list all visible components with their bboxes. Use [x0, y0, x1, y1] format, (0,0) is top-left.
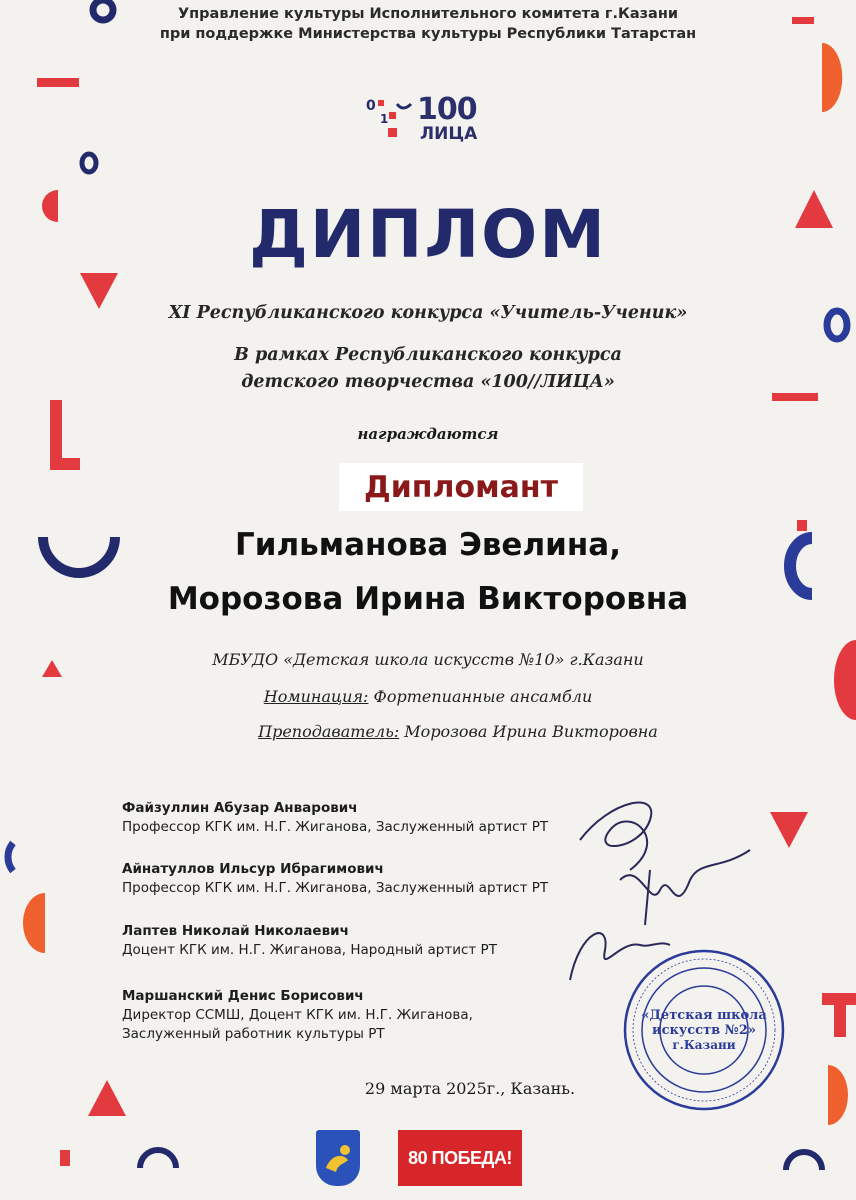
deco-arc-lower-left — [8, 843, 13, 871]
deco-bottom-bar-left — [60, 1150, 70, 1166]
nomination — [0, 687, 856, 706]
deco-halfdisc-topright — [822, 43, 842, 112]
jury-member — [122, 860, 548, 898]
logo-red-square-3 — [388, 128, 397, 137]
deco-bar-right — [772, 393, 818, 401]
contest-frame-line-1: В рамках Республиканского конкурса — [234, 345, 622, 365]
deco-arc-bottom-left — [140, 1150, 176, 1168]
nomination-label: Номинация: — [263, 687, 369, 706]
deco-triangle-down-right — [770, 812, 808, 848]
teacher-label: Преподаватель: — [258, 722, 400, 741]
logo-mark-icon — [365, 96, 421, 146]
awarded-label: награждаются — [357, 425, 499, 443]
issue-date: 29 марта 2025г., Казань. — [364, 1079, 576, 1098]
logo-digit-zero: 0 — [366, 98, 376, 114]
jury-name: Файзуллин Абузар Анварович — [122, 800, 358, 816]
award-badge — [339, 463, 583, 511]
deco-arc-bottom-right — [786, 1152, 822, 1170]
jury-title: Профессор КГК им. Н.Г. Жиганова, Заслуженный артист РТ — [122, 880, 549, 896]
stamp-line-1: «Детская школа — [641, 1008, 767, 1023]
jury-name: Лаптев Николай Николаевич — [122, 923, 349, 939]
diploma-title: ДИПЛОМ — [249, 196, 607, 273]
award-text: Дипломант — [364, 469, 558, 505]
jury-member — [122, 987, 473, 1044]
deco-dash-topleft — [37, 78, 79, 87]
logo-red-square-1 — [378, 100, 384, 106]
jury-name: Айнатуллов Ильсур Ибрагимович — [122, 861, 384, 877]
teacher-value: Морозова Ирина Викторовна — [404, 722, 658, 741]
stamp-line-2: искусств №2» — [651, 1023, 756, 1038]
recipient-name-2: Морозова Ирина Викторовна — [167, 581, 689, 617]
pobeda-80-logo — [398, 1130, 522, 1186]
deco-halfdisc-left-lower — [23, 893, 45, 953]
logo-number: 100 — [417, 92, 477, 127]
contest-frame-line-2: детского творчества «100//ЛИЦА» — [241, 372, 615, 392]
logo-100-lica — [365, 92, 495, 146]
coat-emblem-icon — [316, 1130, 360, 1186]
pobeda-text: 80 ПОБЕДА! — [408, 1147, 512, 1168]
stamp-line-3: г.Казани — [672, 1038, 736, 1052]
jury-title: Директор ССМШ, Доцент КГК им. Н.Г. Жиганова, — [122, 1007, 473, 1023]
nomination-value: Фортепианные ансамбли — [373, 687, 593, 706]
school-name: МБУДО «Детская школа искусств №10» г.Казани — [212, 650, 644, 669]
jury-member — [122, 922, 497, 960]
logo-digit-one: 1 — [380, 112, 389, 126]
teacher — [30, 722, 856, 741]
recipient-name-1: Гильманова Эвелина, — [234, 527, 622, 563]
logo-word: ЛИЦА — [420, 124, 478, 144]
logo-wave — [397, 104, 411, 108]
jury-member — [122, 799, 548, 837]
organizer-line-2: при поддержке Министерства культуры Республики Татарстан — [159, 26, 697, 42]
organizer-line-1: Управление культуры Исполнительного комитета г.Казани — [177, 6, 679, 22]
jury-name: Маршанский Денис Борисович — [122, 988, 364, 1004]
jury-title-2: Заслуженный работник культуры РТ — [122, 1026, 385, 1042]
jury-title: Доцент КГК им. Н.Г. Жиганова, Народный артист РТ — [122, 942, 497, 958]
contest-name: XI Республиканского конкурса «Учитель-Ученик» — [168, 303, 688, 323]
deco-small-o-left — [82, 154, 96, 172]
organizer-header — [0, 4, 856, 44]
deco-T-right — [822, 993, 856, 1037]
kazan-coat-of-arms-icon — [316, 1130, 360, 1186]
logo-red-square-2 — [389, 112, 396, 119]
jury-title: Профессор КГК им. Н.Г. Жиганова, Заслуженный артист РТ — [122, 819, 549, 835]
